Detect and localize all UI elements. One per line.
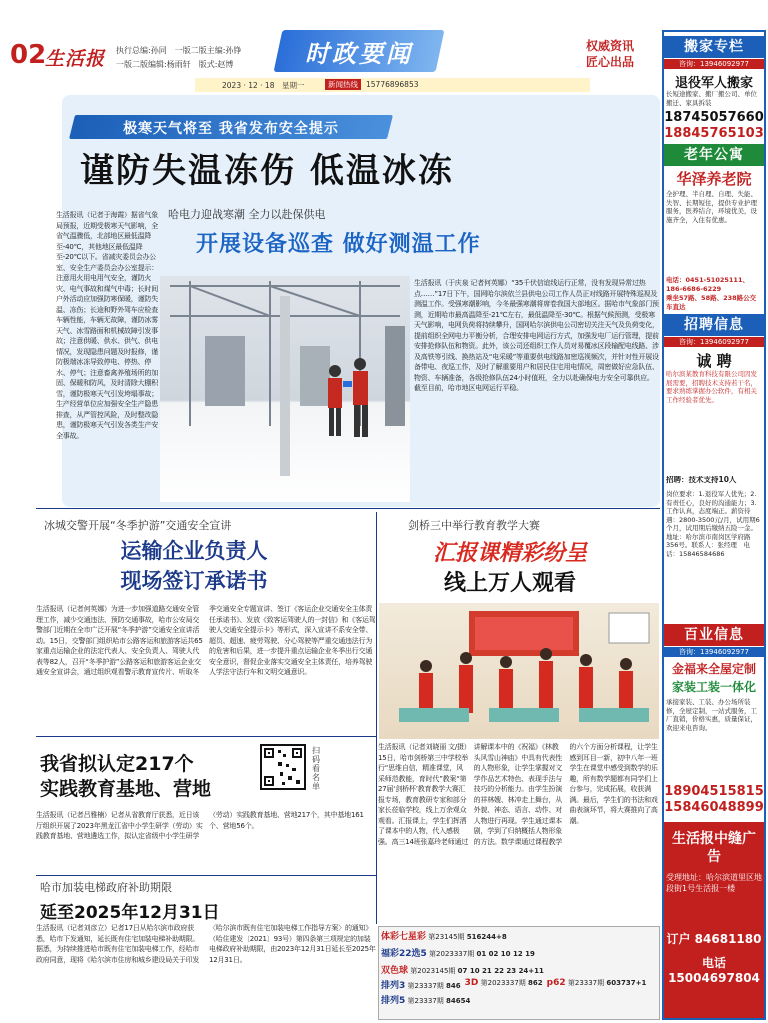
margin-ad-address: 受理地址：哈尔滨道里区地段街1号生活报一楼 bbox=[666, 873, 762, 893]
lottery-item: 排列5 第23337期 84654 bbox=[381, 996, 471, 1006]
classroom-illustration bbox=[379, 603, 659, 739]
elderly-bus: 乘坐57路、58路、238路公交车直达 bbox=[666, 294, 757, 311]
elevator-kicker: 哈市加装电梯政府补助期限 bbox=[40, 881, 172, 894]
elevator-headline: 延至2025年12月31日 bbox=[40, 903, 220, 923]
business-title: 百业信息 bbox=[664, 624, 764, 646]
issue-date: 2023 · 12 · 18 星期一 bbox=[222, 81, 305, 90]
qr-code-icon bbox=[262, 746, 304, 788]
lottery-row bbox=[381, 929, 657, 976]
hotline-label: 新闻热线 bbox=[325, 79, 361, 90]
recruit-desc: 哈尔滨某教育科技有限公司因发展需要，招聘技术支持若干名，要求熟练掌握办公软件，有相关工作经验者优先。 bbox=[666, 370, 757, 404]
lottery-item: 3D 第2023337期 862 bbox=[464, 978, 543, 988]
lottery-item: p62 第23337期 603737+1 bbox=[546, 978, 647, 988]
power-headline: 开展设备巡查 做好测温工作 bbox=[196, 232, 481, 257]
recruit-requirements: 岗位要求：1.退役军人优先；2.有责任心，良好的沟通能力；3.工作认真，态度端正。薪资待遇：2800-3500元/月，试用期6个月，试用期后缴纳五险一金。地址：哈尔滨市南岗区学府路356号。联系人：张经理 电话：15846584686 bbox=[666, 490, 760, 558]
recruit-title: 招聘信息 bbox=[664, 314, 764, 336]
qr-caption: 扫码看名单 bbox=[312, 746, 320, 791]
substation-illustration bbox=[160, 276, 410, 502]
lottery-item: 排列3 第23337期 846 bbox=[381, 981, 461, 991]
lead-headline: 谨防失温冻伤 低温冰冻 bbox=[80, 151, 454, 191]
business-slogan-1: 金福来全屋定制 bbox=[671, 662, 756, 676]
slogan-line2: 匠心出品 bbox=[586, 55, 635, 69]
base-headline-line2: 实践教育基地、营地 bbox=[40, 778, 212, 800]
moving-desc: 长短途搬家、搬厂搬公司、单位搬迁、家具拆装 bbox=[666, 90, 757, 107]
page-number: 02 bbox=[10, 40, 47, 70]
traffic-body: 生活报讯（记者何英娜）为进一步加强道路交通安全管理工作，减少交通违法、预防交通事故，哈市公安局交警部门近期在全市广泛开展“冬季护游”交通安全宣讲活动。15日，交警部门组织哈市公路客运和旅游客运共65家重点运输企业的法定代表人、安全负责人、驾驶人代表等82人，召开“冬季护游”公路客运和旅游客运企业交通安全宣讲会，通过组织观看警示教育宣传片、听取冬季交通安全专题宣讲、签订《客运企业交通安全主体责任承诺书》、发放《致客运驾驶人的一封信》和《客运驾驶人交通安全提示卡》等形式，深入宣讲不系安全带、超员、超速、疲劳驾驶、分心驾驶等严重交通违法行为的危害和后果，进一步提升重点运输企业冬季出行交通安全意识，督促企业落实交通安全主体责任，培养驾驶人学法守法行车和文明交通意识。 bbox=[36, 605, 376, 676]
moving-phone-1: 18745057660 bbox=[664, 110, 764, 125]
business-phone-2: 15846048899 bbox=[664, 800, 764, 815]
lottery-item: 体彩七星彩 第23145期 516244+8 bbox=[381, 932, 507, 942]
recruit-contact: 咨询：13946092977 bbox=[664, 337, 764, 347]
divider-vertical bbox=[376, 512, 377, 924]
school-kicker: 剑桥三中举行教育教学大赛 bbox=[408, 519, 540, 532]
school-body: 生活报讯（记者刘晓丽 文/摄）15日，哈市剑桥第三中学校举行“思维自信，精准课堂，风采师范教能，育时代”教案“第27届‘剑桥杯’教育教学大赛汇报专场，教育教研专家和部分家长莅临学校，线上万余观众观看。汇报课上，学生们挥洒了课本中的人物，代入感极强。高三14班张嘉玲老师通过讲解课本中的《祝福》《林教头风雪山神庙》中具有代表性的人物形象，让学生掌握对文学作品艺术特色、表现手法与技巧的分析能力。由学生扮演的祥林嫂、林冲走上舞台，从外貌、神态、语言、动作、对人物进行再现。学生通过课本剧，学到了归纳概括人物形象的方法。数学课通过课程教学的六个方面分析课程，让学生感到耳目一新，初中八年一班学生在课堂中感受到数学的乐趣，所有数学题都有同学们上台参与，完成拓展，收获满满。最后，学生们的书法和戏曲表演环节，将大赛推向了高潮。 bbox=[378, 743, 658, 846]
lead-body: 生活报讯（记者于海霞）据省气象局预报，近期受极寒天气影响，全省气温骤低，北部地区最低温降至-40℃，其他地区最低温降至-20℃以下。省减灾委员会办公室、安全生产委员会办公室提示：注意用火用电用气安全，谨防火灾、电气事故和煤气中毒；长时间户外活动应加强防寒保暖，谨防失温、冻伤；长途和野外驾车应检查车辆性能，车辆无故障，谨防冰雾天气、冰雪路面和机械故障引发事故；注意供暖、供水、供气、供电情况，发现隐患问题及时报修，谨防极端冰冻导致停电、停热、停水、停气；注意畜禽养殖场所的加固、保暖和防风，及时清除大棚积雪，谨防极寒天气引发垮塌事故；生产经营单位应加强安全生产隐患排查，从严管控风险，及时整改隐患，谨防极寒天气引发各类生产安全事故。 bbox=[56, 211, 158, 440]
moving-name: 退役军人搬家 bbox=[674, 76, 753, 91]
recruit-heading: 诚 聘 bbox=[696, 352, 732, 370]
paper-name: 生活报 bbox=[45, 48, 106, 70]
recruit-position: 招聘：技术支持10人 bbox=[666, 476, 737, 484]
power-body: 生活报讯（于庆泉 记者何英娜）“35千伏信谊线运行正常，没有发现异常过热点……”17日下午，国网哈尔滨依兰县供电公司工作人员正对线路开展特殊巡视及测温工作。受强寒潮影响，今冬最强寒潮将席卷我国大部地区。据哈市气象部门预测，近期哈市最高温降至-21℃左右，最低温降至-30℃。根据气候预测，受极寒天气影响，电网负荷将持续攀升，国网哈尔滨供电公司密切关注天气及负荷变化，提前组织全网电力平衡分析，合理安排电网运行方式，加强发电厂运行管理，提前安排抢修队伍和物资。此外，该公司还组织工作人员对易覆冰区段输配电线路、涉及高铁等引线、换热站及“电采暖”等重要供电线路加密巡视频次，并针对性开展设备带电、夜巡工作，及时了解重要用户和居民住宅用电情况，周密做好应急队伍、物资、车辆准备，各级抢修队伍24小时值班，全力以赴确保电力安全可靠供应。截至目前，哈市地区电网运行平稳。 bbox=[414, 279, 659, 392]
base-headline bbox=[40, 752, 211, 802]
business-phone-1: 18904515815 bbox=[664, 784, 764, 799]
school-headline-line2: 线上万人观看 bbox=[443, 571, 576, 596]
traffic-headline bbox=[80, 536, 308, 596]
traffic-headline-line1: 运输企业负责人 bbox=[120, 539, 268, 563]
traffic-headline-line2: 现场签订承诺书 bbox=[120, 569, 268, 593]
margin-ad-phone-2: 电话 15004697804 bbox=[668, 956, 760, 985]
traffic-kicker: 冰城交警开展“冬季护游”交通安全宣讲 bbox=[44, 519, 232, 532]
slogan bbox=[586, 38, 634, 70]
moving-phone-2: 18845765103 bbox=[664, 126, 764, 141]
divider-3 bbox=[36, 875, 376, 876]
slogan-line1: 权威资讯 bbox=[586, 39, 635, 53]
business-desc: 承接家装、工装、办公场所装修，全屋定制，一站式服务，工厂直销，价格实惠，质量保证，欢迎来电咨询。 bbox=[666, 698, 757, 732]
editor-credits-line2: 一版二版编辑:杨雨轩 版式:赵博 bbox=[116, 60, 234, 69]
moving-contact: 咨询：13946092977 bbox=[664, 59, 764, 69]
qr-code[interactable] bbox=[260, 744, 306, 790]
classified-sidebar bbox=[662, 30, 766, 1020]
elderly-title: 老年公寓 bbox=[664, 144, 764, 166]
margin-ad-phone-1: 订户 84681180 bbox=[666, 932, 762, 946]
elderly-desc: 全护理、半自理、自理、失能、失智、长期短住，提供专业护理服务，医养结合，环境优美，设施齐全，入住有优惠。 bbox=[666, 190, 757, 224]
moving-title: 搬家专栏 bbox=[664, 36, 764, 58]
lottery-item: 福彩22选5 第2023337期 01 02 10 12 19 bbox=[381, 949, 535, 959]
substation-photo bbox=[160, 276, 410, 502]
section-title: 时政要闻 bbox=[305, 40, 413, 68]
base-body: 生活报讯（记者吕雅楠）记者从省教育厅获悉，近日该厅组织开展了2023年黑龙江省中小学生研学（劳动）实践教育基地、营地遴选工作，拟认定省级中小学生研学（劳动）实践教育基地、营地217个，其中基地161个、营地56个。 bbox=[36, 811, 364, 840]
classroom-photo bbox=[379, 603, 659, 739]
school-headline-line1: 汇报课精彩纷呈 bbox=[432, 541, 587, 566]
editor-credits bbox=[116, 44, 241, 72]
lottery-row bbox=[381, 993, 657, 1006]
elderly-phone: 电话：0451-51025111、186-6686-6229 bbox=[666, 276, 749, 293]
hotline-number: 15776896853 bbox=[366, 80, 419, 89]
page-header bbox=[0, 0, 660, 95]
lottery-row bbox=[381, 978, 657, 991]
divider-1 bbox=[36, 508, 660, 509]
base-headline-line1: 我省拟认定217个 bbox=[40, 753, 194, 775]
divider-2 bbox=[36, 736, 376, 737]
lottery-item: 双色球 第2023145期 07 10 21 22 23 24+11 bbox=[381, 966, 544, 976]
lead-kicker: 极寒天气将至 我省发布安全提示 bbox=[123, 121, 339, 137]
elevator-body: 生活报讯（记者刘彦立）记者17日从哈尔滨市政府获悉，哈市下发通知，延长既有住宅加装电梯补助期限。据悉，为持续推进哈市既有住宅加装电梯工作，经哈市政府同意，现将《哈尔滨市住房和城乡建设局关于印发〈哈尔滨市既有住宅加装电梯工作指导方案〉的通知》（哈住建发〔2021〕93号）第四条第三项规定的加装电梯政府补助期限，由2023年12月31日延长至2025年12月31日。 bbox=[36, 924, 376, 964]
editor-credits-line1: 执行总编:孙同 一版二版主编:孙铮 bbox=[116, 46, 242, 55]
power-kicker: 哈电力迎战寒潮 全力以赴保供电 bbox=[168, 208, 326, 221]
margin-ad-title: 生活报中缝广告 bbox=[672, 831, 756, 865]
business-slogan-2: 家装工装一体化 bbox=[671, 680, 756, 694]
business-contact: 咨询：13946092977 bbox=[664, 647, 764, 657]
elderly-name: 华泽养老院 bbox=[676, 170, 752, 188]
lottery-results bbox=[378, 926, 660, 1020]
